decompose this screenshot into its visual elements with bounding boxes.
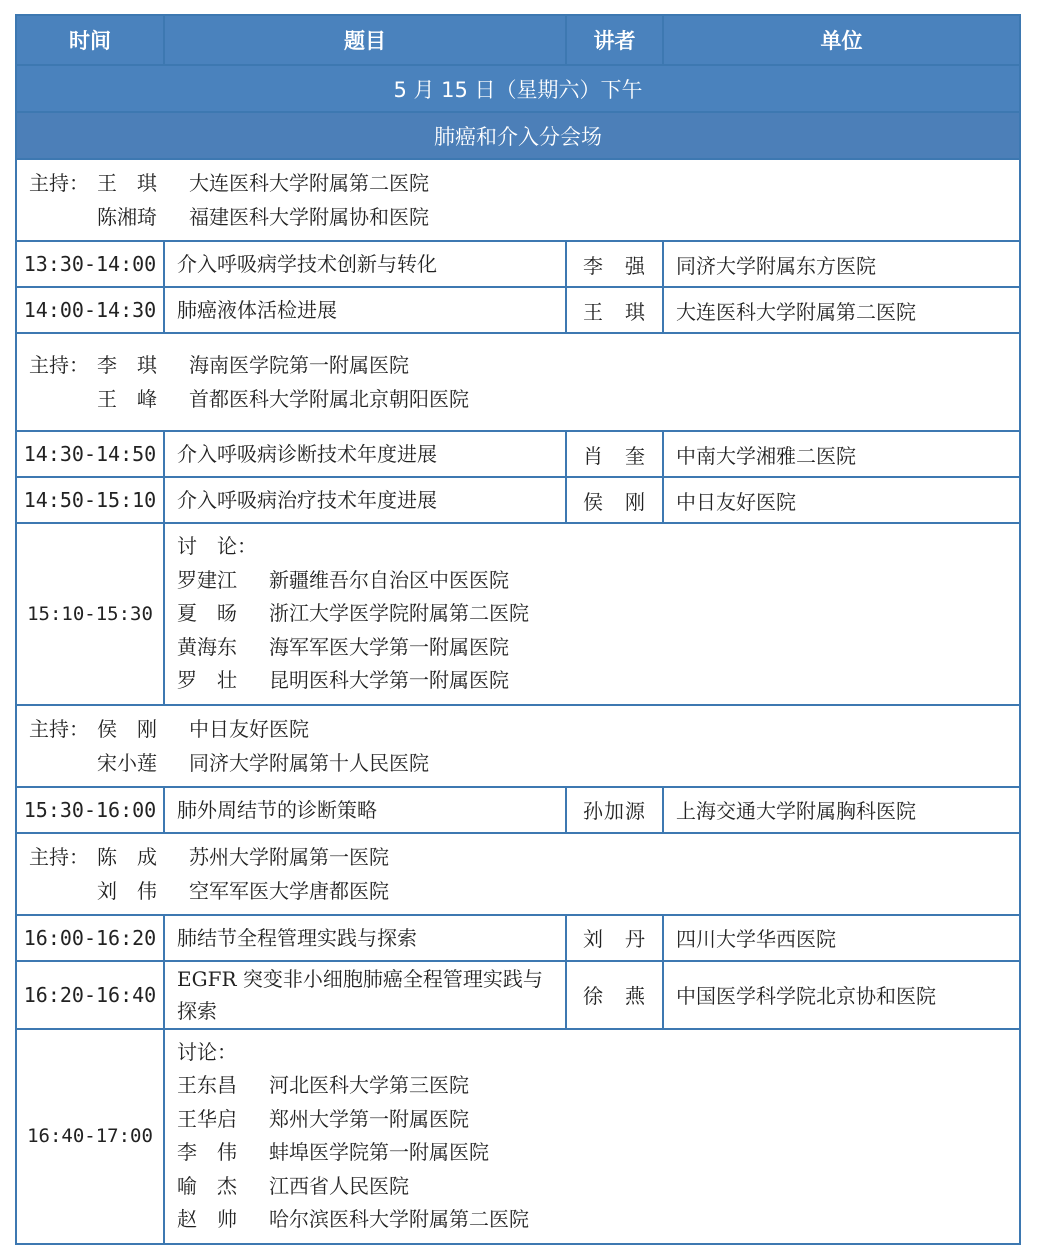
- member-name: 黄海东: [177, 634, 237, 659]
- host-unit: 空军军医大学唐都医院: [189, 878, 389, 903]
- host-unit: 首都医科大学附属北京朝阳医院: [189, 387, 469, 411]
- talk-row: [16, 915, 1020, 961]
- header-row: [16, 15, 1020, 65]
- member-name: 罗 壮: [177, 668, 237, 692]
- col-unit-header: 单位: [663, 15, 1020, 65]
- host-unit: 福建医科大学附属协和医院: [189, 205, 429, 229]
- host-line: [29, 712, 1019, 746]
- discussion-member: [177, 1203, 1007, 1237]
- host-name: 刘 伟: [97, 878, 157, 903]
- discussion-member: [177, 631, 1007, 665]
- discussion-cell: [164, 523, 1020, 705]
- host-row: [16, 833, 1020, 915]
- member-unit: 郑州大学第一附属医院: [269, 1106, 469, 1131]
- discussion-cell: [164, 1029, 1020, 1244]
- talk-time: 14:30-14:50: [16, 431, 164, 477]
- discussion-label: 讨 论：: [177, 534, 257, 558]
- talk-topic: EGFR 突变非小细胞肺癌全程管理实践与探索: [164, 961, 566, 1029]
- discussion-member: [177, 664, 1007, 698]
- host-line: [29, 840, 1019, 874]
- member-unit: 海军军医大学第一附属医院: [269, 634, 509, 659]
- host-name: 王 琪: [97, 171, 157, 195]
- host-line: [29, 200, 1019, 234]
- host-name: 李 琪: [97, 353, 157, 377]
- talk-time: 14:00-14:30: [16, 287, 164, 333]
- talk-topic: 介入呼吸病诊断技术年度进展: [164, 431, 566, 477]
- session-date-row: [16, 65, 1020, 112]
- discussion-row: [16, 1029, 1020, 1244]
- host-unit: 苏州大学附属第一医院: [189, 844, 389, 869]
- talk-topic: 介入呼吸病治疗技术年度进展: [164, 477, 566, 523]
- talk-speaker: 刘 丹: [566, 915, 663, 961]
- host-unit: 中日友好医院: [189, 716, 309, 741]
- talk-unit: 大连医科大学附属第二医院: [663, 287, 1020, 333]
- talk-row: [16, 287, 1020, 333]
- discussion-member: [177, 1170, 1007, 1204]
- discussion-time: 15:10-15:30: [16, 523, 164, 705]
- discussion-time: 16:40-17:00: [16, 1029, 164, 1244]
- col-topic-header: 题目: [164, 15, 566, 65]
- host-unit: 海南医学院第一附属医院: [189, 353, 409, 377]
- schedule-sheet: [15, 14, 1019, 1245]
- member-name: 王东昌: [177, 1073, 237, 1097]
- talk-row: [16, 477, 1020, 523]
- host-name: 陈 成: [97, 844, 157, 869]
- talk-time: 15:30-16:00: [16, 787, 164, 833]
- talk-topic: 肺外周结节的诊断策略: [164, 787, 566, 833]
- member-name: 罗建江: [177, 567, 237, 592]
- host-cell: [16, 159, 1020, 241]
- host-label: 主持：: [29, 716, 89, 741]
- talk-topic: 介入呼吸病学技术创新与转化: [164, 241, 566, 287]
- host-label: 主持：: [29, 353, 89, 377]
- talk-unit: 中南大学湘雅二医院: [663, 431, 1020, 477]
- col-speaker-header: 讲者: [566, 15, 663, 65]
- host-name: 王 峰: [97, 387, 157, 411]
- member-unit: 浙江大学医学院附属第二医院: [269, 601, 529, 625]
- discussion-member: [177, 1136, 1007, 1170]
- member-unit: 河北医科大学第三医院: [269, 1073, 469, 1097]
- host-unit: 同济大学附属第十人民医院: [189, 750, 429, 775]
- talk-row: [16, 241, 1020, 287]
- host-line: [29, 874, 1019, 908]
- host-name: 侯 刚: [97, 716, 157, 741]
- host-label: 主持：: [29, 844, 89, 869]
- host-line: [29, 746, 1019, 780]
- host-unit: 大连医科大学附属第二医院: [189, 171, 429, 195]
- discussion-row: [16, 523, 1020, 705]
- discussion-label: 讨论：: [177, 1039, 237, 1064]
- host-row: [16, 705, 1020, 787]
- talk-topic: 肺癌液体活检进展: [164, 287, 566, 333]
- talk-time: 13:30-14:00: [16, 241, 164, 287]
- member-name: 赵 帅: [177, 1207, 237, 1231]
- talk-speaker: 徐 燕: [566, 961, 663, 1029]
- member-name: 夏 旸: [177, 601, 237, 625]
- host-line: [29, 382, 1019, 416]
- host-name: 宋小莲: [97, 750, 157, 775]
- host-cell: [16, 705, 1020, 787]
- member-unit: 江西省人民医院: [269, 1173, 409, 1198]
- host-cell: [16, 333, 1020, 431]
- host-line: [29, 166, 1019, 200]
- talk-unit: 中国医学科学院北京协和医院: [663, 961, 1020, 1029]
- talk-time: 14:50-15:10: [16, 477, 164, 523]
- member-name: 李 伟: [177, 1140, 237, 1164]
- talk-row: [16, 787, 1020, 833]
- talk-unit: 四川大学华西医院: [663, 915, 1020, 961]
- host-line: [29, 348, 1019, 382]
- member-name: 王华启: [177, 1106, 237, 1131]
- talk-topic: 肺结节全程管理实践与探索: [164, 915, 566, 961]
- talk-speaker: 侯 刚: [566, 477, 663, 523]
- member-unit: 昆明医科大学第一附属医院: [269, 668, 509, 692]
- host-row: [16, 159, 1020, 241]
- host-row: [16, 333, 1020, 431]
- talk-speaker: 肖 奎: [566, 431, 663, 477]
- talk-row: [16, 961, 1020, 1029]
- schedule-table: [15, 14, 1021, 1245]
- talk-speaker: 王 琪: [566, 287, 663, 333]
- member-unit: 新疆维吾尔自治区中医医院: [269, 567, 509, 592]
- host-label: 主持：: [29, 171, 89, 195]
- col-time-header: 时间: [16, 15, 164, 65]
- session-name: 肺癌和介入分会场: [16, 112, 1020, 159]
- member-name: 喻 杰: [177, 1173, 237, 1198]
- discussion-member: [177, 1069, 1007, 1103]
- talk-unit: 中日友好医院: [663, 477, 1020, 523]
- discussion-member: [177, 564, 1007, 598]
- talk-time: 16:00-16:20: [16, 915, 164, 961]
- host-name: 陈湘琦: [97, 205, 157, 229]
- member-unit: 蚌埠医学院第一附属医院: [269, 1140, 489, 1164]
- talk-unit: 上海交通大学附属胸科医院: [663, 787, 1020, 833]
- member-unit: 哈尔滨医科大学附属第二医院: [269, 1207, 529, 1231]
- talk-row: [16, 431, 1020, 477]
- discussion-member: [177, 1103, 1007, 1137]
- session-name-row: [16, 112, 1020, 159]
- talk-unit: 同济大学附属东方医院: [663, 241, 1020, 287]
- talk-time: 16:20-16:40: [16, 961, 164, 1029]
- discussion-member: [177, 597, 1007, 631]
- talk-speaker: 李 强: [566, 241, 663, 287]
- host-cell: [16, 833, 1020, 915]
- session-date: 5 月 15 日（星期六）下午: [16, 65, 1020, 112]
- talk-speaker: 孙加源: [566, 787, 663, 833]
